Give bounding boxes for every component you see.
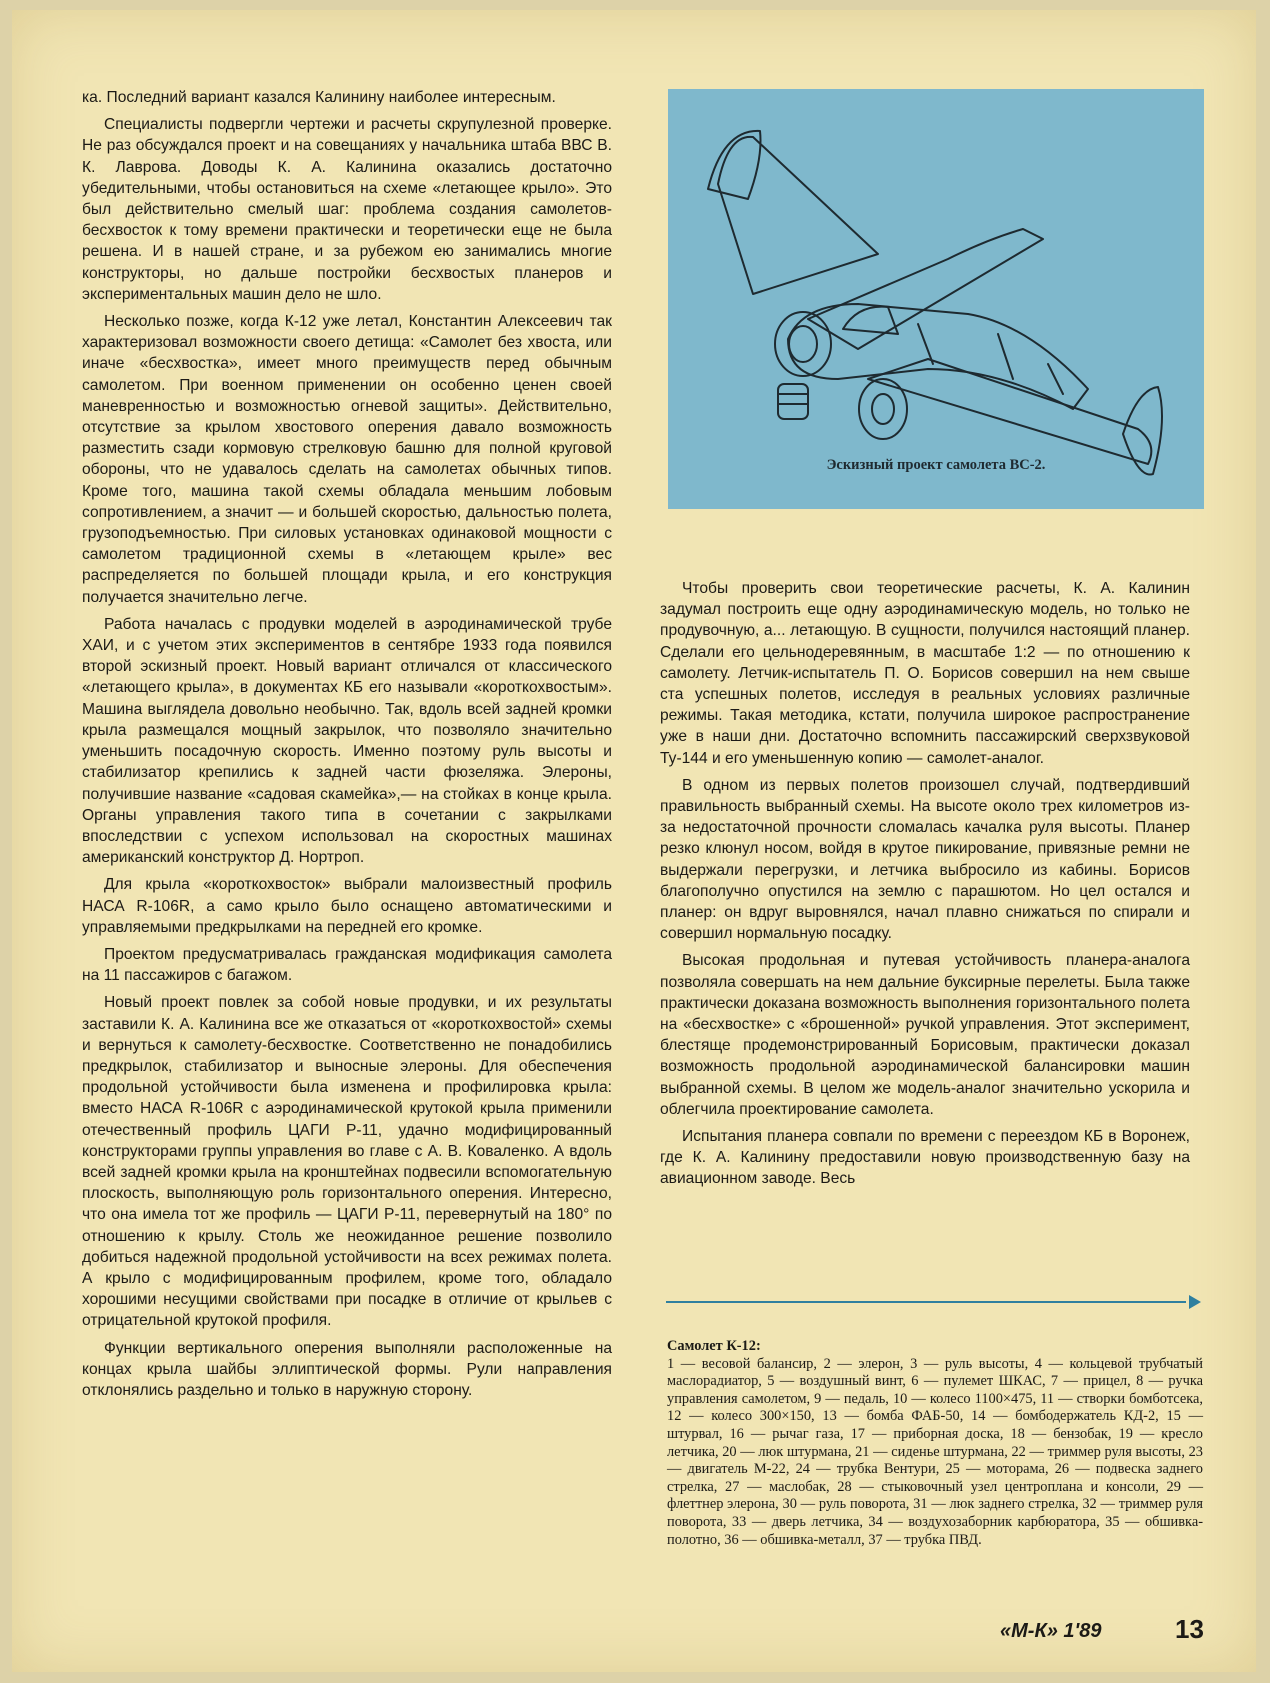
paragraph: Для крыла «короткохвосток» выбрали малоизвестный профиль НАСА R-106R, а само крыло было оснащено автоматическими и управляемыми предкрылками на передней его кромке. [82,876,612,936]
paragraph: Несколько позже, когда К-12 уже летал, Константин Алексеевич так характеризовал возможности своего детища: «Самолет без хвоста, или иначе «бесхвостка», имеет много преимуществ перед обычным самолетом. При военном применении он особенно ценен своей маневренностью и возможностью огневой защиты». Действительно, отсутствие за крылом хвостового оперения давало возможность разместить сзади кормовую стрелковую башню для полной круговой обороны, что не удавалось сделать на самолетах обычных типов. Кроме того, машина такой схемы обладала меньшим лобовым сопротивлением, а значит — и большей скоростью, дальностью полета, грузоподъемностью. При силовых установках одинаковой мощности с самолетом традиционной схемы в «летающем крыле» вес распределяется по большей площади крыла, и его конструкция получается значительно легче. [82,313,612,606]
legend-text: 1 — весовой балансир, 2 — элерон, 3 — руль высоты, 4 — кольцевой трубчатый маслорадиатор, 5 — воздушный винт, 6 — пулемет ШКАС, 7 — прицел, 8 — ручка управления самолетом, 9 — педаль, 10 — колесо 1100×475, 11 — створки бомботсека, 12 — колесо 300×150, 13 — бомба ФАБ-50, 14 — бомбодержатель КД-2, 15 — штурвал, 16 — рычаг газа, 17 — приборная доска, 18 — бензобак, 19 — кресло летчика, 20 — люк штурмана, 21 — сиденье штурмана, 22 — триммер руля высоты, 23 — двигатель М-22, 24 — трубка Вентури, 25 — моторама, 26 — подвеска заднего стрелка, 27 — маслобак, 28 — стыковочный узел центроплана и консоли, 29 — флеттнер элерона, 30 — руль поворота, 31 — люк заднего стрелка, 32 — триммер руля поворота, 33 — дверь летчика, 34 — воздухозаборник карбюратора, 35 — обшивка-полотно, 36 — обшивка-металл, 37 — трубка ПВД. [667,1355,1203,1548]
aircraft-legend [667,1338,1203,1549]
figure-caption: Эскизный проект самолета ВС-2. [826,457,1046,473]
paragraph: ка. Последний вариант казался Калинину наиболее интересным. [82,89,556,106]
near-wing [868,359,1151,464]
paragraph: Чтобы проверить свои теоретические расчеты, К. А. Калинин задумал построить еще одну аэродинамическую модель, но только не продувочную, а... летающую. В сущности, получился настоящий планер. Сделали его цельнодеревянным, в масштабе 1:2 — по отношению к самолету. Летчик-испытатель П. О. Борисов совершил на нем свыше ста успешных полетов, исследуя в реальных условиях различные режимы. Такая методика, кстати, получила широкое распространение уже в наши дни. Достаточно вспомнить пассажирский сверхзвуковой Ту-144 и его уменьшенную копию — самолет-аналог. [660,580,1190,767]
paragraph: Новый проект повлек за собой новые продувки, и их результаты заставили К. А. Калинина все же отказаться от «короткохвостой» схемы и вернуться к самолету-бесхвостке. Соответственно не понадобились предкрылок, стабилизатор и выносные элероны. Для обеспечения продольной устойчивости была изменена и профилировка крыла: вместо НАСА R-106R с аэродинамической крутокой крыла применили отечественный профиль ЦАГИ Р-11, удачно модифицированный конструкторами группы управления во главе с А. В. Коваленко. А вдоль всей задней кромки крыла на кронштейнах подвесили вспомогательную плоскость, выполняющую роль горизонтального оперения. Интересно, что она имела тот же профиль — ЦАГИ Р-11, перевернутый на 180° по отношению к крылу. Столь же неожиданное решение позволило добиться надежной продольной устойчивости на всех режимах полета. А крыло с модифицированным профилем, кроме того, обладало хорошими несущими свойствами при посадке в отличие от крыльев с отрицательной крутокой профиля. [82,994,612,1330]
aircraft-sketch-figure [668,89,1204,509]
nose-turret [778,384,808,419]
far-wing-tip-fin [708,131,761,199]
paragraph: Проектом предусматривалась гражданская модификация самолета на 11 пассажиров с багажом. [82,945,612,985]
upper-wing [808,229,1043,349]
fuselage [788,304,1088,409]
right-engine [859,379,907,439]
vs2-aircraft-drawing [668,89,1204,509]
paragraph: Функции вертикального оперения выполняли расположенные на концах крыла шайбы эллиптической формы. Рули направления отклонялись раздельно и только в наружную сторону. [82,1339,612,1399]
paragraph: Специалисты подвергли чертежи и расчеты скрупулезной проверке. Не раз обсуждался проект и на совещаниях у начальника штаба ВВС В. К. Лаврова. Доводы К. А. Калинина оказались достаточно убедительными, чтобы остановиться на схеме «летающее крыло». Это был действительно смелый шаг: проблема создания самолетов-бесхвосток к тому времени практически и теоретически еще не была решена. И в нашей стране, и за рубежом ею занимались многие конструкторы, но дальше постройки бесхвостых планеров и экспериментальных машин дело не шло. [82,116,612,303]
section-divider [666,1301,1186,1303]
right-text-column [660,578,1190,1196]
continue-arrow-icon [1189,1295,1201,1309]
paragraph: Испытания планера совпали по времени с переездом КБ в Воронеж, где К. А. Калинину предоставили новую производственную базу на авиационном заводе. Весь [660,1128,1190,1188]
magazine-issue: «М-К» 1'89 [1000,1620,1102,1642]
left-engine [775,312,831,376]
legend-title: Самолет К-12: [667,1338,761,1354]
paragraph: Работа началась с продувки моделей в аэродинамической трубе ХАИ, и с учетом этих экспериментов в сентябре 1933 года появился второй эскизный проект. Новый вариант отличался от классического «летающего крыла», в документах КБ его называли «короткохвостым». Машина выглядела довольно необычно. Так, вдоль всей задней кромки крыла размещался мощный закрылок, что позволяло значительно уменьшить посадочную скорость. Именно поэтому руль высоты и стабилизатор крепились к задней части фюзеляжа. Элероны, получившие название «садовая скамейка»,— на стойках в конце крыла. Органы управления такого типа в сочетании с закрылками впоследствии с успехом использовал на скоростных машинах американский конструктор Д. Нортроп. [82,615,612,867]
left-text-column [82,87,612,1407]
far-wing [718,137,878,294]
paragraph: Высокая продольная и путевая устойчивость планера-аналога позволяла совершать на нем дальние буксирные перелеты. Была также практически доказана возможность выполнения горизонтального полета на «бесхвостке» с «брошенной» ручкой управления. Этот эксперимент, блестяще продемонстрированный Борисовым, практически доказал возможность продольной аэродинамической балансировки машин выбранной схемы. В целом же модель-аналог значительно ускорила и облегчила проектирование самолета. [660,952,1190,1118]
page-number: 13 [1175,1614,1204,1644]
paragraph: В одном из первых полетов произошел случай, подтвердивший правильность выбранный схемы. На высоте около трех километров из-за недостаточной прочности сломалась качалка руля высоты. Планер резко клюнул носом, войдя в крутое пикирование, привязные ремни не выдержали перегрузки, и летчика выбросило из кабины. Борисов благополучно опустился на землю с парашютом. Но цел остался и планер: он вдруг выровнялся, начал плавно снижаться по спирали и совершил нормальную посадку. [660,776,1190,943]
